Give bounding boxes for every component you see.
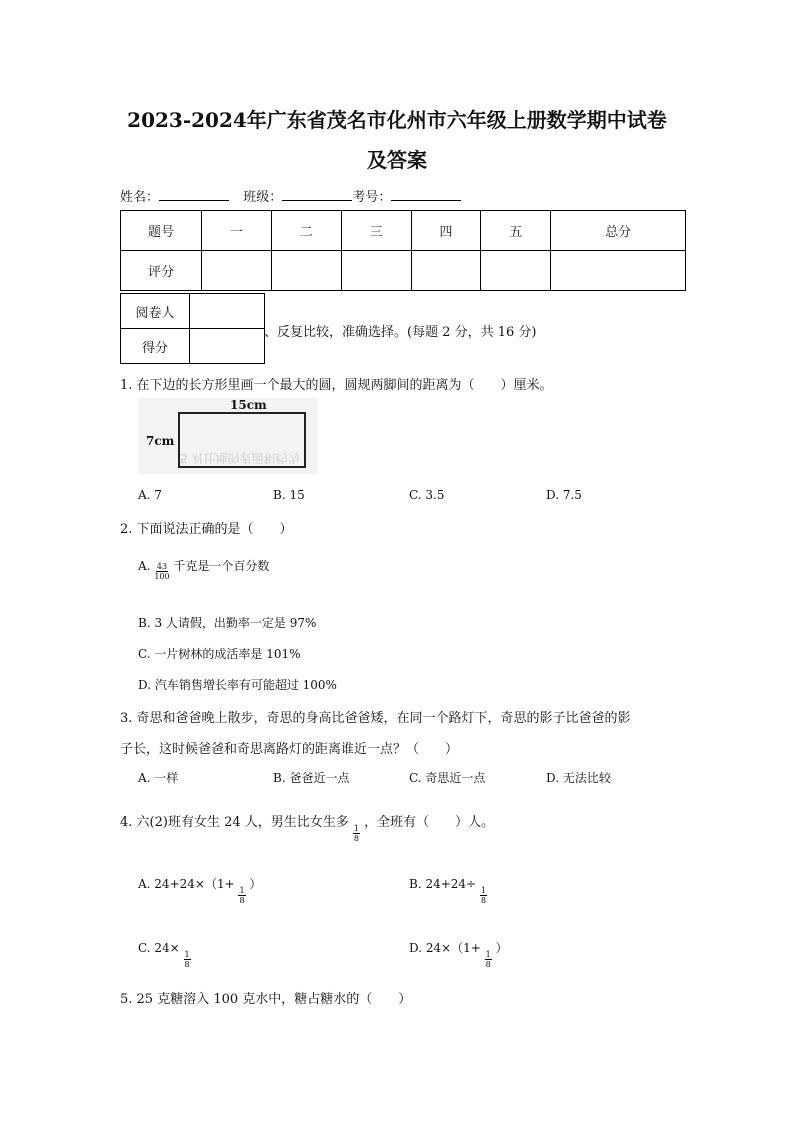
reviewer-table	[120, 293, 265, 364]
fraction-numerator: 1	[184, 950, 190, 959]
score-header-cell: 四	[411, 211, 481, 251]
q4-option-a-text: A. 24+24×（1+	[138, 877, 235, 891]
score-header-cell: 五	[481, 211, 551, 251]
q4-option-c-text: C. 24×	[138, 941, 180, 955]
score-header-cell: 一	[202, 211, 272, 251]
student-info-row	[120, 186, 461, 205]
score-cell[interactable]	[202, 251, 272, 291]
fraction-numerator: 43	[156, 562, 168, 571]
section-heading: 、反复比较，准确选择。(每题 2 分，共 16 分)	[264, 325, 537, 340]
q1-option-b[interactable]: B. 15	[273, 488, 305, 502]
score-header-cell: 总分	[551, 211, 686, 251]
document-title-line1: 2023-2024年广东省茂名市化州市六年级上册数学期中试卷	[127, 108, 667, 132]
fraction-denominator: 8	[239, 896, 245, 905]
q2-option-c[interactable]: C. 一片树林的成活率是 101%	[138, 647, 301, 661]
question-1-text: 1. 在下边的长方形里画一个最大的圆，圆规两脚间的距离为（ ）厘米。	[120, 378, 553, 393]
q2-option-b[interactable]: B. 3 人请假，出勤率一定是 97%	[138, 616, 317, 630]
fraction-numerator: 1	[480, 886, 487, 895]
q4-option-d-text: D. 24×（1+	[409, 941, 481, 955]
fraction	[480, 886, 487, 905]
q4-option-a-close: ）	[249, 877, 262, 891]
fraction-denominator: 8	[485, 960, 491, 969]
q2-option-a[interactable]	[138, 552, 269, 581]
q4-option-b-text: B. 24+24÷	[409, 877, 477, 891]
q2-option-a-prefix: A.	[138, 559, 151, 573]
q1-option-c[interactable]: C. 3.5	[409, 488, 445, 502]
question-4-text-before: 4. 六(2)班有女生 24 人，男生比女生多	[120, 815, 349, 830]
score-cell[interactable]	[551, 251, 686, 291]
rectangle-figure	[138, 398, 318, 474]
fraction	[184, 950, 191, 969]
q4-option-c[interactable]	[138, 928, 191, 969]
figure-bleed-through-text: 5 对比地的表面积约为	[180, 451, 300, 465]
reviewer-label: 阅卷人	[121, 294, 190, 329]
q2-option-d[interactable]: D. 汽车销售增长率有可能超过 100%	[138, 678, 337, 692]
reviewer-cell[interactable]	[190, 294, 265, 329]
q2-option-a-text: 千克是一个百分数	[173, 559, 270, 573]
question-3-line1: 3. 奇思和爸爸晚上散步，奇思的身高比爸爸矮，在同一个路灯下，奇思的影子比爸爸的影	[120, 711, 631, 726]
q4-option-d-close: ）	[495, 941, 508, 955]
score-cell[interactable]	[411, 251, 481, 291]
class-label: 班级：	[243, 190, 283, 205]
fraction	[485, 950, 492, 969]
score-table	[120, 210, 686, 291]
fraction-numerator: 1	[239, 886, 245, 895]
q3-option-a[interactable]: A. 一样	[138, 771, 179, 785]
class-blank[interactable]	[282, 188, 352, 201]
question-2-text: 2. 下面说法正确的是（ ）	[120, 522, 293, 537]
question-3-line2: 子长，这时候爸爸和奇思离路灯的距离谁近一点？（ ）	[120, 742, 459, 757]
q4-option-d[interactable]	[409, 928, 508, 969]
document-title-line2: 及答案	[367, 148, 427, 172]
score-header-cell: 题号	[121, 211, 202, 251]
fraction-denominator: 8	[480, 896, 487, 905]
fraction-numerator: 1	[353, 824, 359, 833]
q1-option-a[interactable]: A. 7	[138, 488, 162, 502]
fraction-numerator: 1	[485, 950, 491, 959]
question-4-text-after: ，全班有（ ）人。	[364, 815, 495, 830]
q4-option-a[interactable]	[138, 864, 261, 905]
q3-option-b[interactable]: B. 爸爸近一点	[273, 771, 350, 785]
score-cell[interactable]	[271, 251, 341, 291]
figure-width-label: 15cm	[230, 398, 267, 412]
fraction	[353, 824, 360, 843]
question-4-text	[120, 802, 494, 843]
fraction-denominator: 8	[353, 834, 359, 843]
fraction-denominator: 8	[184, 960, 190, 969]
name-blank[interactable]	[159, 188, 229, 201]
score-cell[interactable]	[341, 251, 411, 291]
score-header-cell: 二	[271, 211, 341, 251]
exam-number-label: 考号：	[352, 190, 392, 205]
question-5-text: 5. 25 克糖溶入 100 克水中，糖占糖水的（ ）	[120, 992, 412, 1007]
score-header-cell: 三	[341, 211, 411, 251]
fraction	[238, 886, 245, 905]
score-cell[interactable]	[481, 251, 551, 291]
name-label: 姓名：	[120, 190, 160, 205]
q4-option-b[interactable]	[409, 864, 487, 905]
reviewer-score-label: 得分	[121, 329, 190, 364]
score-table-header-row	[121, 211, 686, 251]
fraction	[154, 562, 169, 581]
q1-option-d[interactable]: D. 7.5	[546, 488, 582, 502]
reviewer-score-cell[interactable]	[190, 329, 265, 364]
figure-height-label: 7cm	[146, 434, 175, 448]
exam-number-blank[interactable]	[391, 188, 461, 201]
q3-option-c[interactable]: C. 奇思近一点	[409, 771, 486, 785]
score-table-score-row	[121, 251, 686, 291]
fraction-denominator: 100	[154, 572, 170, 581]
score-row-label: 评分	[121, 251, 202, 291]
q3-option-d[interactable]: D. 无法比较	[546, 771, 611, 785]
